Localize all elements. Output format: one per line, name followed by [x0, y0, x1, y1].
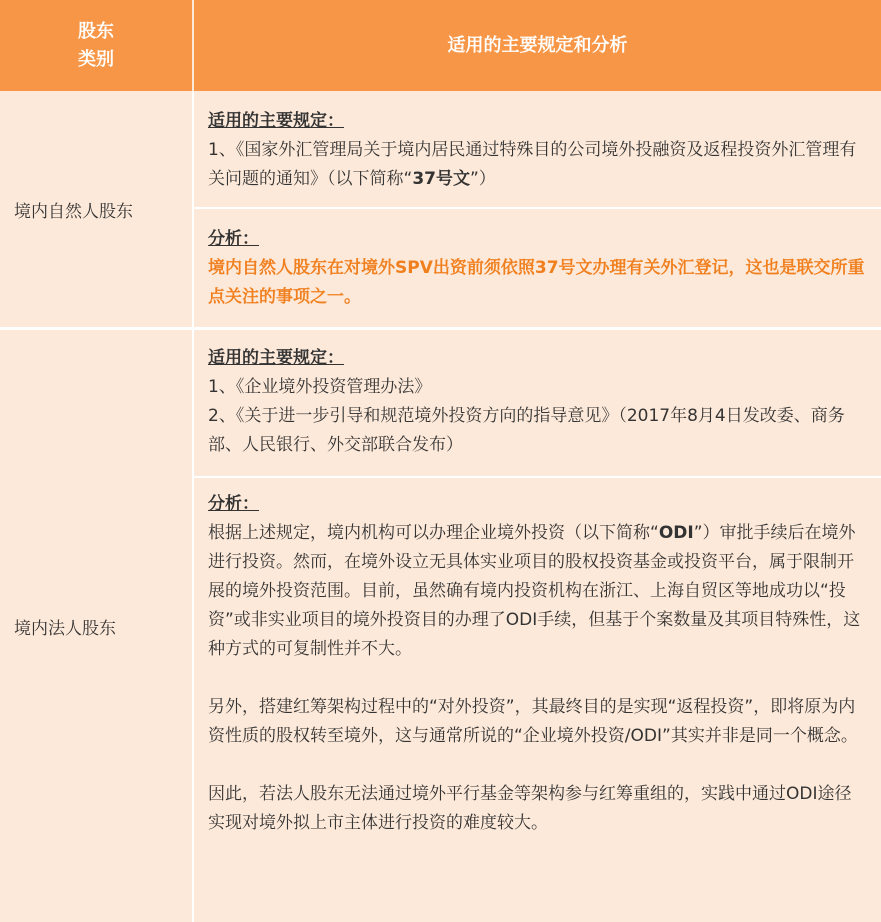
- regulation-item: [208, 136, 868, 194]
- cell-divider: [194, 207, 881, 209]
- analysis-block: [208, 225, 868, 312]
- header-col1-line1: 股东: [78, 20, 114, 42]
- column-divider: [192, 330, 194, 922]
- regulations-block: [208, 344, 868, 460]
- header-regulations-analysis: 适用的主要规定和分析: [447, 34, 628, 56]
- analysis-paragraph: [208, 519, 868, 664]
- regulation-item: 1、《企业境外投资管理办法》: [208, 377, 432, 397]
- cell-divider: [194, 476, 881, 478]
- analysis-heading: 分析：: [208, 494, 259, 514]
- column-divider: [192, 91, 194, 327]
- regulations-block: [208, 107, 868, 194]
- row-label: 境内自然人股东: [14, 201, 133, 222]
- regulation-tail: ”）: [469, 169, 496, 189]
- analysis-heading: 分析：: [208, 229, 259, 249]
- analysis-block: [208, 490, 868, 838]
- analysis-text: 根据上述规定，境内机构可以办理企业境外投资（以下简称“: [208, 523, 659, 543]
- analysis-text: 境内自然人股东在对境外SPV出资前须依照37号文办理有关外汇登记，这也是联交所重点关注的事项之一。: [208, 258, 865, 307]
- table-header: [0, 0, 881, 91]
- header-shareholder-type: [0, 0, 192, 91]
- analysis-term: ODI: [658, 523, 694, 543]
- regulations-heading: 适用的主要规定：: [208, 111, 344, 131]
- row-label: 境内法人股东: [14, 618, 116, 639]
- analysis-paragraph: 因此，若法人股东无法通过境外平行基金等架构参与红筹重组的，实践中通过ODI途径实现对境外拟上市主体进行投资的难度较大。: [208, 784, 852, 833]
- header-col1-line2: 类别: [78, 48, 114, 70]
- regulation-item: 2、《关于进一步引导和规范境外投资方向的指导意见》（2017年8月4日发改委、商务部、人民银行、外交部联合发布）: [208, 406, 845, 455]
- analysis-text: ”）审批手续后在境外进行投资。然而，在境外设立无具体实业项目的股权投资基金或投资平台，属于限制开展的境外投资范围。目前，虽然确有境内投资机构在浙江、上海自贸区等地成功以“投资”或非实业项目的境外投资目的办理了ODI手续，但基于个案数量及其项目特殊性，这种方式的可复制性并不大。: [208, 523, 861, 659]
- analysis-paragraph: 另外，搭建红筹架构过程中的“对外投资”，其最终目的是实现“返程投资”，即将原为内资性质的股权转至境外，这与通常所说的“企业境外投资/ODI”其实并非是同一个概念。: [208, 697, 858, 746]
- regulations-heading: 适用的主要规定：: [208, 348, 344, 368]
- regulation-short-name: 37号文: [412, 169, 470, 189]
- regulation-text: 1、《国家外汇管理局关于境内居民通过特殊目的公司境外投融资及返程投资外汇管理有关问题的通知》（以下简称“: [208, 140, 857, 189]
